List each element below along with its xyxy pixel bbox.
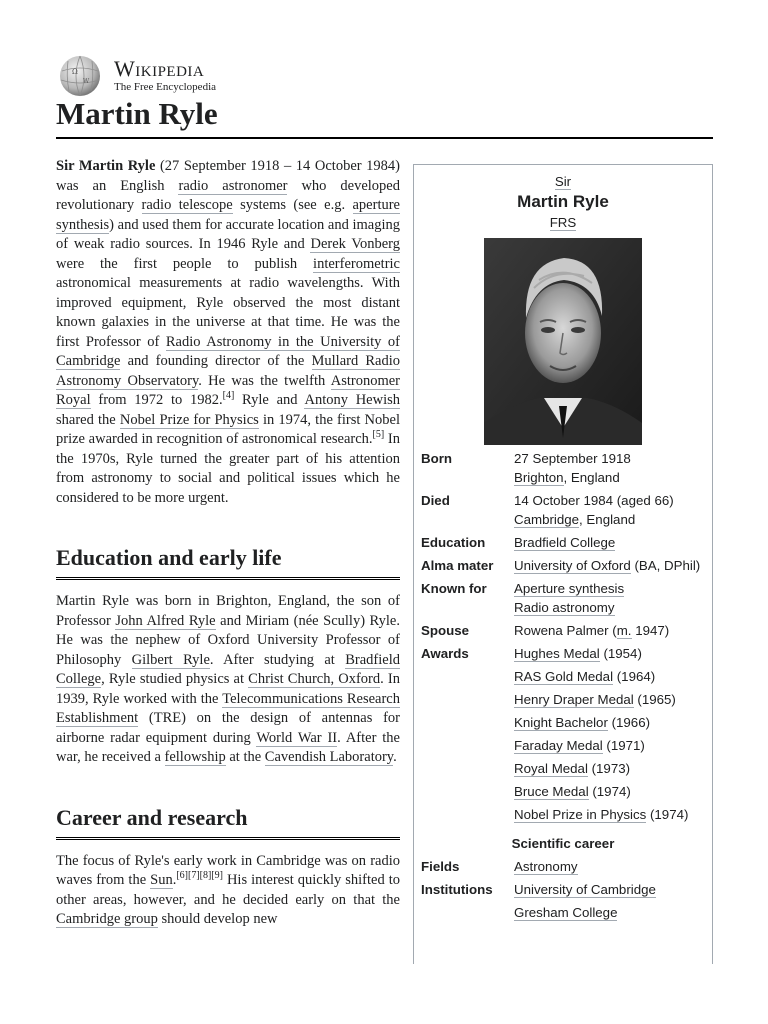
svg-text:Ω: Ω <box>72 68 78 76</box>
link-radio-astronomer[interactable]: radio astronomer <box>178 177 288 194</box>
reference-link[interactable]: [4] <box>222 390 235 402</box>
infobox <box>413 164 713 964</box>
link-cambridge[interactable]: Cambridge <box>514 512 580 527</box>
link-world-war-ii[interactable]: World War II <box>256 729 338 746</box>
link-gilbert-ryle[interactable]: Gilbert Ryle <box>131 651 210 668</box>
infobox-row-fields: Fields Astronomy <box>421 859 578 874</box>
link-astronomer-royal[interactable]: Astronomer Royal <box>56 372 400 408</box>
link-university-of-oxford[interactable]: University of Oxford <box>514 558 631 573</box>
link-radio-astronomy-cambridge[interactable]: Radio Astronomy in the University of Cambridge <box>56 333 401 369</box>
link-mullard-observatory[interactable]: Mullard Radio Astronomy Observatory <box>56 353 400 389</box>
link-bradfield-college[interactable]: Bradfield College <box>56 651 400 687</box>
award-item: Bruce Medal (1974) <box>514 784 631 799</box>
link-john-alfred-ryle[interactable]: John Alfred Ryle <box>115 612 216 629</box>
link-christ-church-oxford[interactable]: Christ Church, Oxford <box>248 671 381 687</box>
reference-link[interactable]: [5] <box>372 429 385 441</box>
wikipedia-tagline: The Free Encyclopedia <box>114 80 217 93</box>
link-university-of-cambridge[interactable]: University of Cambridge <box>514 882 656 897</box>
wikipedia-logo[interactable] <box>56 53 216 97</box>
section-heading-education: Education and early life <box>56 544 400 580</box>
award-item: Knight Bachelor (1966) <box>514 715 651 730</box>
infobox-row-alma-mater: Alma mater University of Oxford (BA, DPhil) <box>421 558 701 573</box>
infobox-honorific: Sir <box>554 174 572 189</box>
infobox-row-education: Education Bradfield College <box>421 535 616 550</box>
title-divider <box>56 137 713 139</box>
link-bradfield-college[interactable]: Bradfield College <box>514 535 616 550</box>
link-radio-telescope[interactable]: radio telescope <box>141 197 233 213</box>
portrait-photo[interactable] <box>484 238 642 445</box>
link-aperture-synthesis[interactable]: aperture synthesis <box>56 197 400 233</box>
link-astronomy[interactable]: Astronomy <box>514 859 578 874</box>
link-radio-astronomy[interactable]: Radio astronomy <box>514 600 615 615</box>
lead-paragraph: Sir Martin Ryle (27 September 1918 – 14 October 1984) was an English radio astronomer who developed revolutionary radio telescope systems (see e.g. aperture synthesis) and used them for accurate location and imaging of weak radio sources. In 1946 Ryle and Derek Vonberg were the first people to publish interferometric astronomical measurements at radio wavelengths. With improved equipment, Ryle observed the most distant known galaxies in the universe at that time. He was the first Professor of Radio Astronomy in the University of Cambridge and founding director of the Mullard Radio Astronomy Observatory. He was the twelfth Astronomer Royal from 1972 to 1982.[4] Ryle and Antony Hewish shared the Nobel Prize for Physics in 1974, the first Nobel prize awarded in recognition of astronomical research.[5] In the 1970s, Ryle turned the greater part of his attention from astronomy to social and political issues which he considered to be more urgent. <box>56 158 401 506</box>
link-fellowship[interactable]: fellowship <box>164 749 226 765</box>
link-aperture-synthesis[interactable]: Aperture synthesis <box>514 581 625 596</box>
award-item: Faraday Medal (1971) <box>514 738 645 753</box>
link-nobel-prize-physics[interactable]: Nobel Prize for Physics <box>119 411 259 428</box>
award-item: Royal Medal (1973) <box>514 761 631 776</box>
infobox-row-known-for: Known for Aperture synthesis Radio astronomy <box>421 581 625 615</box>
link-sun[interactable]: Sun <box>150 872 173 888</box>
page-title: Martin Ryle <box>56 96 218 131</box>
infobox-postnominal: FRS <box>549 215 577 230</box>
link-married[interactable]: m. <box>616 623 632 638</box>
award-item: Hughes Medal (1954) <box>514 646 642 661</box>
link-gresham-college[interactable]: Gresham College <box>514 905 618 920</box>
award-item: RAS Gold Medal (1964) <box>514 669 656 684</box>
link-tre[interactable]: Telecommunications Research Establishment <box>56 690 400 726</box>
career-paragraph: The focus of Ryle's early work in Cambridge was on radio waves from the Sun.[6][7][8][9] His interest quickly shifted to other areas, however, and he decided early on that the Cambridge group should develop new <box>56 852 400 927</box>
article-body <box>56 157 400 930</box>
wikipedia-wordmark: Wikipedia <box>114 55 205 81</box>
infobox-row-awards: Awards Hughes Medal (1954) RAS Gold Medal (1964) Henry Draper Medal (1965) Knight Bachelor (1966) Faraday Medal (1971) Royal Medal (1973) Bruce Medal (1974) Nobel Prize in Physics (1974) <box>414 644 712 828</box>
link-derek-vonberg[interactable]: Derek Vonberg <box>310 236 400 252</box>
link-interferometric[interactable]: interferometric <box>313 255 400 272</box>
education-paragraph: Martin Ryle was born in Brighton, England, the son of Professor John Alfred Ryle and Miriam (née Scully) Ryle. He was the nephew of Oxford University Professor of Philosophy Gilbert Ryle. After studying at Bradfield College, Ryle studied physics at Christ Church, Oxford. In 1939, Ryle worked with the Telecommunications Research Establishment (TRE) on the design of antennas for airborne radar equipment during World War II. After the war, he received a fellowship at the Cavendish Laboratory. <box>56 593 400 765</box>
infobox-row-died: Died 14 October 1984 (aged 66) Cambridge, England <box>421 493 674 527</box>
link-cavendish-laboratory[interactable]: Cavendish Laboratory <box>264 749 394 765</box>
infobox-row-born: Born 27 September 1918 Brighton, England <box>421 451 631 485</box>
infobox-row-spouse: Spouse Rowena Palmer (m. 1947) <box>421 623 670 638</box>
section-heading-career: Career and research <box>56 804 400 840</box>
award-item: Nobel Prize in Physics (1974) <box>514 807 689 822</box>
article-subject: Sir Martin Ryle <box>56 158 156 174</box>
svg-text:W: W <box>83 78 90 85</box>
link-cambridge-group[interactable]: Cambridge group <box>56 911 158 927</box>
puzzle-globe-icon <box>56 53 104 97</box>
infobox-career-heading: Scientific career <box>511 836 615 851</box>
link-antony-hewish[interactable]: Antony Hewish <box>304 392 400 408</box>
infobox-name: Martin Ryle <box>517 192 609 211</box>
reference-link[interactable]: [6][7][8][9] <box>176 870 223 882</box>
award-item: Henry Draper Medal (1965) <box>514 692 676 707</box>
link-brighton[interactable]: Brighton <box>514 470 564 485</box>
infobox-row-institutions: Institutions University of Cambridge Gresham College <box>421 882 656 920</box>
